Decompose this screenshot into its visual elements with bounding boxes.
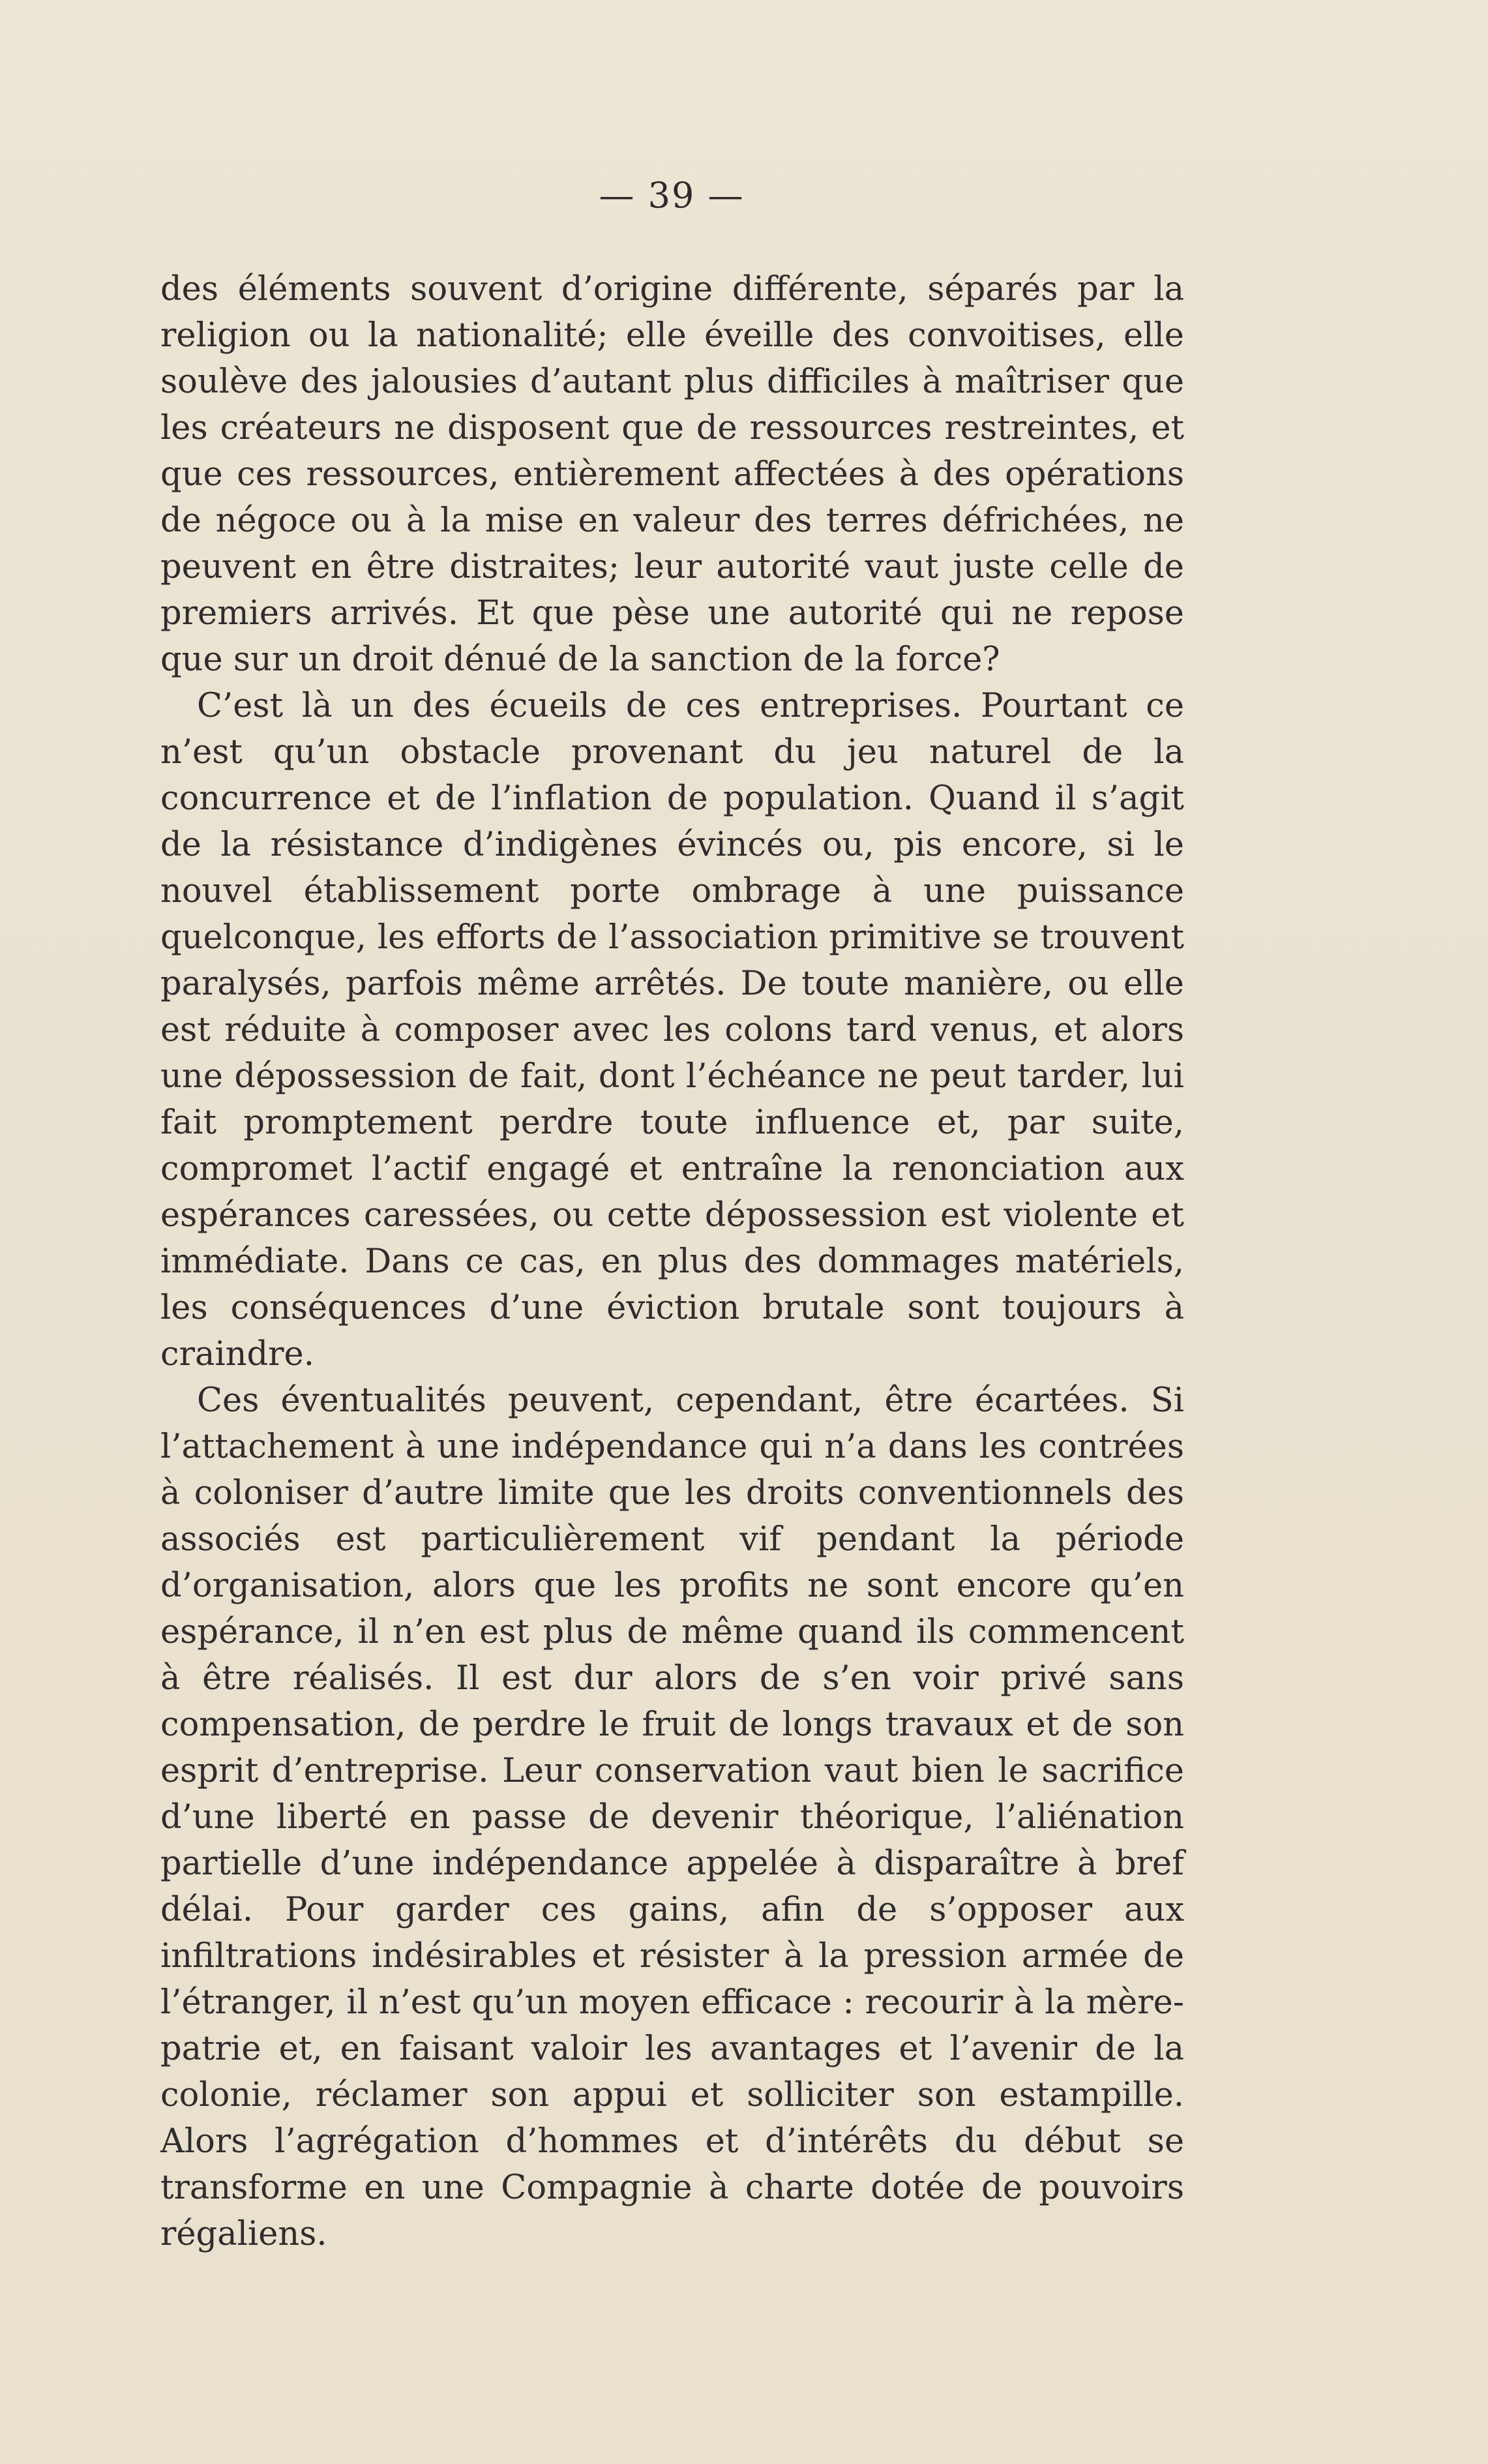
paragraph-2: C’est là un des écueils de ces entreprises. Pourtant ce n’est qu’un obstacle provenant du jeu naturel de la concurrence et de l’inflation de population. Quand il s’agit de la résistance d’indigènes évincés ou, pis encore, si le nouvel établissement porte ombrage à une puissance quelconque, les efforts de l’association primitive se trouvent paralysés, parfois même arrêtés. De toute manière, ou elle est réduite à composer avec les colons tard venus, et alors une dépossession de fait, dont l’échéance ne peut tarder, lui fait promptement perdre toute influence et, par suite, compromet l’actif engagé et entraîne la renonciation aux espérances caressées, ou cette dépossession est violente et immédiate. Dans ce cas, en plus des dommages matériels, les conséquences d’une éviction brutale sont toujours à craindre. [160,687,1184,1374]
paragraph-3: Ces éventualités peuvent, cependant, être écartées. Si l’attachement à une indépendance qui n’a dans les contrées à coloniser d’autre limite que les droits conventionnels des associés est particulièrement vif pendant la période d’organisation, alors que les profits ne sont encore qu’en espérance, il n’en est plus de même quand ils commencent à être réalisés. Il est dur alors de s’en voir privé sans compensation, de perdre le fruit de longs travaux et de son esprit d’entreprise. Leur conservation vaut bien le sacrifice d’une liberté en passe de devenir théorique, l’aliénation partielle d’une indépendance appelée à disparaître à bref délai. Pour garder ces gains, afin de s’opposer aux infiltrations indésirables et résister à la pression armée de l’étranger, il n’est qu’un moyen efficace : recourir à la mère-patrie et, en faisant valoir les avantages et l’avenir de la colonie, réclamer son appui et solliciter son estampille. Alors l’agrégation d’hommes et d’intérêts du début se transforme en une Compagnie à charte dotée de pouvoirs régaliens. [160,1381,1184,2253]
body-text [160,266,1184,2257]
paragraph-1: des éléments souvent d’origine différente, séparés par la religion ou la nationalité; elle éveille des convoitises, elle soulève des jalousies d’autant plus difficiles à maîtriser que les créateurs ne disposent que de ressources restreintes, et que ces ressources, entièrement affectées à des opérations de négoce ou à la mise en valeur des terres défrichées, ne peuvent en être distraites; leur autorité vaut juste celle de premiers arrivés. Et que pèse une autorité qui ne repose que sur un droit dénué de la sanction de la force? [160,270,1184,679]
page-number: — 39 — [599,175,745,216]
